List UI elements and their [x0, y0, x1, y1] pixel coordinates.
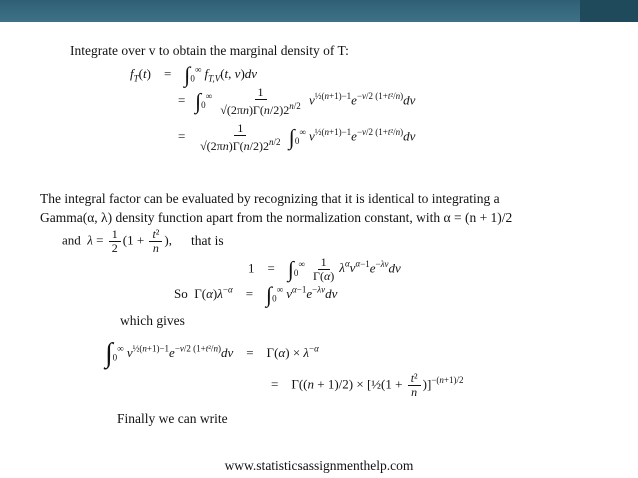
equation-gamma-line1: 1 = $\int_0^\infty$ $\frac{1}{\Gamma(\alpha)}$ $\lambda^\alpha v^{\alpha-1}e^{-\lambda v}dv$: [248, 255, 401, 283]
equation-marginal-line3: = $\frac{1}{√(2\pi n)\Gamma(n/2)2^{n/2}}$ $\int_0^\infty$ $v^{\frac{1}{2}(n+1)-1}e^{-v/2 (1+t^2/n)}dv$: [178, 121, 416, 153]
footer-url[interactable]: www.statisticsassignmenthelp.com: [224, 458, 414, 473]
equation-result-line2: = Γ((n + 1)/2) × [½(1 + $\frac{\text{t²}}{n}$ )]$^{-(n+1)/2}$: [271, 371, 464, 399]
equation-result-line1: $\int_0^\infty$ $v^{\frac{1}{2}(n+1)-1}e^{-v/2 (1+t^2/n)}dv$ = $\Gamma(\alpha) \times \lambda^{-\alpha}$: [105, 338, 319, 369]
equation-marginal-line2: = $\int_0^\infty$ $\frac{1}{√(2\pi n)\Gamma(n/2)2^{n/2}}$ $v^{\frac{1}{2}(n+1)-1}e^{-v/2 (1+t^2/n)}dv$: [178, 85, 416, 117]
finally-text: Finally we can write: [117, 411, 228, 426]
lambda-definition: and λ = $\frac{1}{2}$ (1 + $\frac{\text{t²}}{n}$ ),: [62, 227, 172, 255]
equation-marginal-line1: $f_T(t)$ = $\int_0^\infty$ $f_{T,V}(t$, v)dv: [130, 62, 258, 87]
header-band: [0, 0, 638, 22]
paragraph-line2: Gamma(α, λ) density function apart from the normalization constant, with α = (n + 1)/2: [40, 210, 513, 225]
that-is-text: that is: [191, 233, 224, 248]
which-gives-text: which gives: [120, 313, 185, 328]
paragraph-line1: The integral factor can be evaluated by recognizing that it is identical to integrating a: [40, 191, 500, 206]
equation-gamma-line2: So $\Gamma(\alpha)\lambda^{-\alpha}$ = $\int_0^\infty$ $v^{\alpha-1}e^{-\lambda v}dv$: [174, 282, 338, 307]
intro-text: Integrate over v to obtain the marginal density of T:: [70, 43, 349, 58]
header-accent: [580, 0, 638, 22]
